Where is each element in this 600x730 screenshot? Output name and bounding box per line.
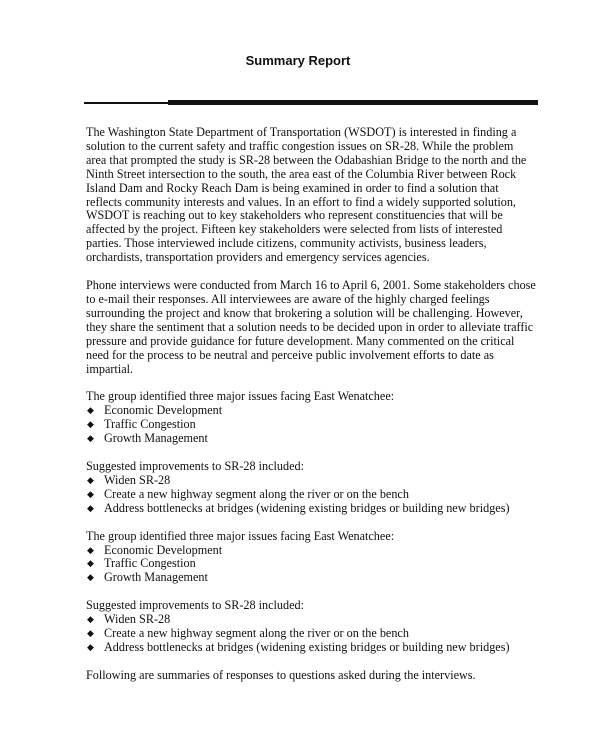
bullet-icon: ◆ xyxy=(87,474,94,485)
list-item xyxy=(86,502,536,516)
improvements-intro: Suggested improvements to SR-28 included: xyxy=(86,459,305,474)
page-title: Summary Report xyxy=(245,53,351,68)
list-item xyxy=(86,404,536,418)
bullet-icon: ◆ xyxy=(87,488,94,499)
list-item-label: Widen SR-28 xyxy=(104,472,171,487)
list-item xyxy=(86,544,536,558)
list-item-label: Traffic Congestion xyxy=(104,417,196,432)
issues-intro-repeat: The group identified three major issues facing East Wenatchee: xyxy=(86,528,395,543)
list-item-label: Create a new highway segment along the river or on the bench xyxy=(104,486,409,501)
bullet-icon: ◆ xyxy=(87,628,94,639)
list-item-label: Economic Development xyxy=(104,403,223,418)
list-item-label: Widen SR-28 xyxy=(104,612,171,627)
interviews-paragraph: Phone interviews were conducted from March 16 to April 6, 2001. Some stakeholders chose to e-mail their responses. All interviewees are aware of the highly charged feelings surrounding the project and know that brokering a solution will be challenging. However, they share the sentiment that a solution needs to be decided upon in order to alleviate traffic pressure and provide guidance for future development. Many commented on the critical need for the process to be neutral and perceive public involvement efforts to date as impartial. xyxy=(86,278,536,376)
bullet-icon: ◆ xyxy=(87,502,94,513)
list-item xyxy=(86,571,536,585)
list-item-label: Address bottlenecks at bridges (widening existing bridges or building new bridges) xyxy=(104,640,510,654)
bullet-icon: ◆ xyxy=(87,558,94,569)
document-body xyxy=(86,126,536,683)
list-item xyxy=(86,488,536,502)
bullet-icon: ◆ xyxy=(87,405,94,416)
title-rule-thin xyxy=(84,102,168,104)
issues-list xyxy=(86,404,536,446)
list-item-label: Create a new highway segment along the river or on the bench xyxy=(104,626,409,641)
list-item xyxy=(86,627,536,641)
list-item-label: Address bottlenecks at bridges (widening existing bridges or building new bridges) xyxy=(104,500,510,515)
issues-list-repeat xyxy=(86,544,536,586)
closing-paragraph: Following are summaries of responses to questions asked during the interviews. xyxy=(86,667,476,682)
bullet-icon: ◆ xyxy=(87,572,94,583)
intro-paragraph: The Washington State Department of Transportation (WSDOT) is interested in finding a solution to the current safety and traffic congestion issues on SR-28. While the problem area that prompted the study is SR-28 between the Odabashian Bridge to the north and the Ninth Street intersection to the south, the area east of the Columbia River between Rock Island Dam and Rocky Reach Dam is being examined in order to find a solution that reflects community interests and values. In an effort to find a widely supported solution, WSDOT is reaching out to key stakeholders who represent constituencies that will be affected by the project. Fifteen key stakeholders were selected from lists of interested parties. Those interviewed include citizens, community activists, business leaders, orchardists, transportation providers and emergency services agencies. xyxy=(86,125,527,265)
bullet-icon: ◆ xyxy=(87,419,94,430)
list-item xyxy=(86,557,536,571)
improvements-list-repeat xyxy=(86,613,536,655)
bullet-icon: ◆ xyxy=(87,544,94,555)
list-item-label: Growth Management xyxy=(104,570,208,585)
bullet-icon: ◆ xyxy=(87,433,94,444)
list-item-label: Economic Development xyxy=(104,542,223,557)
list-item xyxy=(86,418,536,432)
list-item-label: Growth Management xyxy=(104,431,208,446)
list-item xyxy=(86,432,536,446)
improvements-list xyxy=(86,474,536,516)
issues-intro: The group identified three major issues facing East Wenatchee: xyxy=(86,389,395,404)
bullet-icon: ◆ xyxy=(87,642,94,652)
bullet-icon: ◆ xyxy=(87,614,94,625)
improvements-intro-repeat: Suggested improvements to SR-28 included: xyxy=(86,598,305,613)
title-rule-thick xyxy=(168,100,538,105)
list-item-label: Traffic Congestion xyxy=(104,556,196,571)
list-item xyxy=(86,474,536,488)
list-item xyxy=(86,641,536,655)
list-item xyxy=(86,613,536,627)
